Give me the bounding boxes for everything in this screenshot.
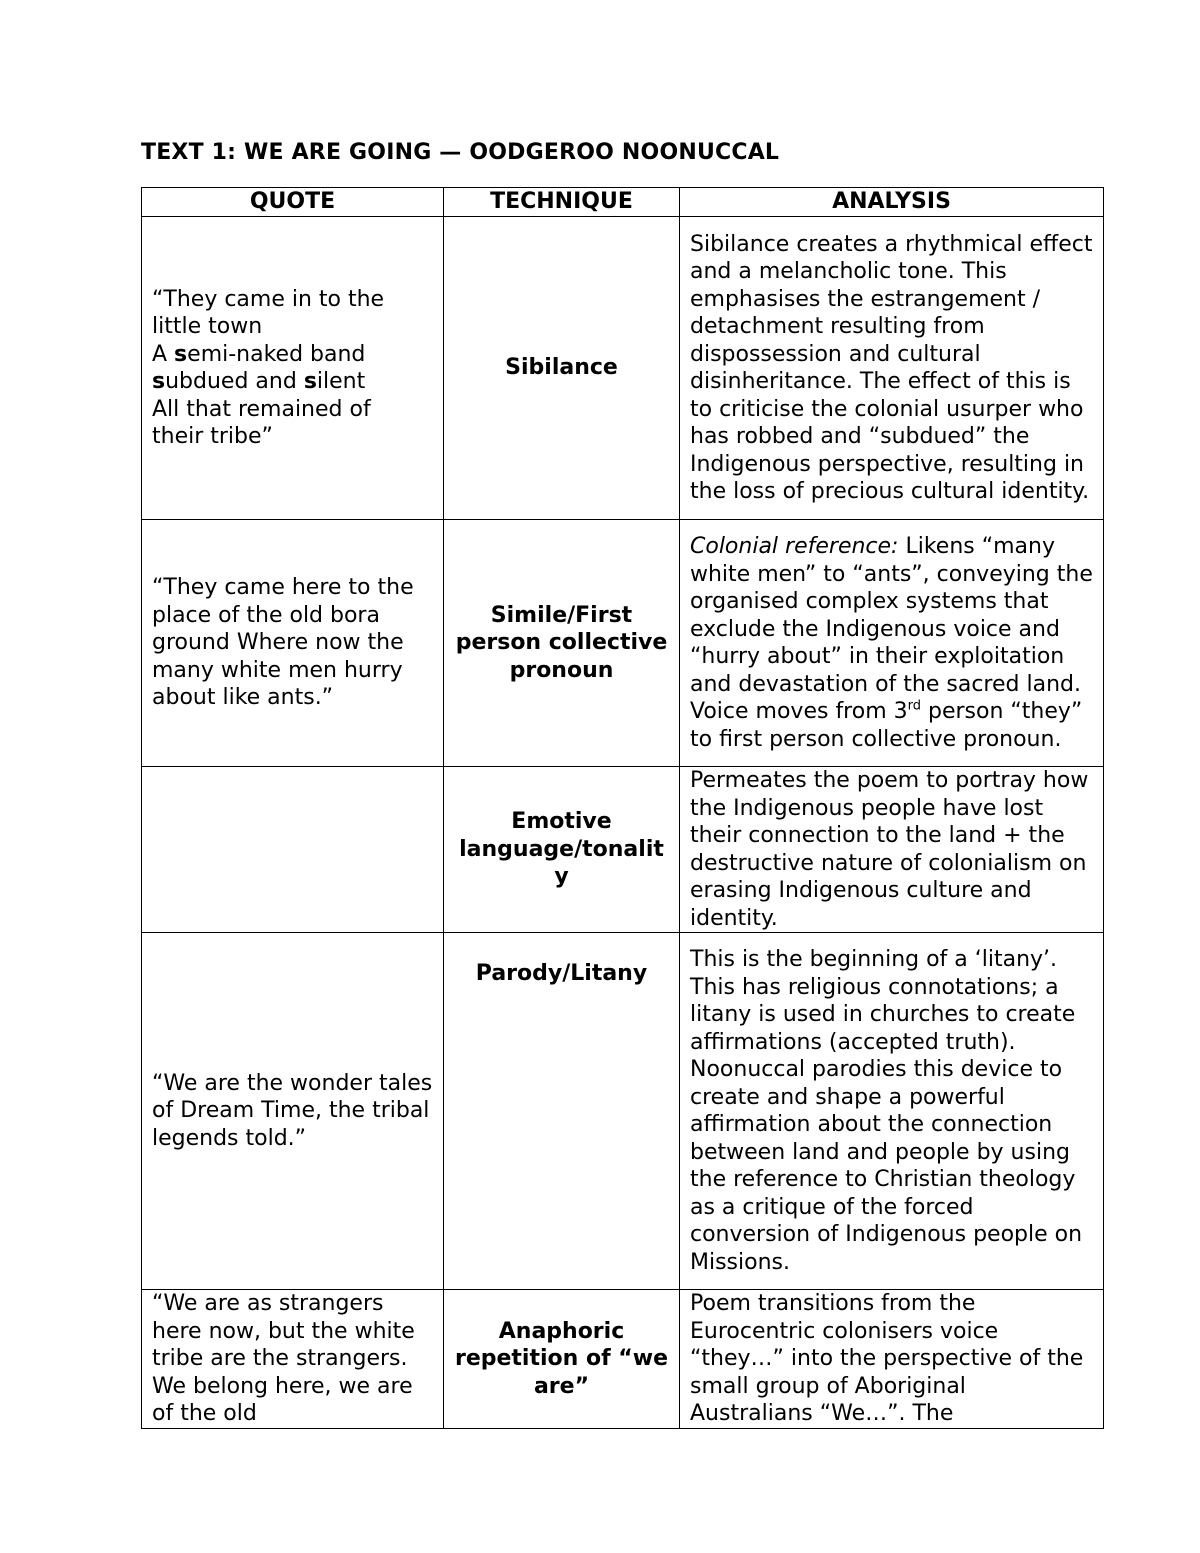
quote-text: emi-naked band xyxy=(187,341,366,367)
quote-text: ilent xyxy=(316,369,366,394)
quote-cell xyxy=(142,217,444,520)
sibilant-letter: s xyxy=(174,341,188,367)
header-quote: QUOTE xyxy=(142,188,444,217)
table-row xyxy=(142,1290,1104,1429)
quote-cell: “We are the wonder tales of Dream Time, the tribal legends told.” xyxy=(142,933,444,1290)
table-row xyxy=(142,767,1104,933)
analysis-cell xyxy=(680,520,1104,767)
quote-cell: “They came here to the place of the old bora ground Where now the many white men hurry about like ants.” xyxy=(142,520,444,767)
quote-line xyxy=(152,341,433,369)
analysis-cell: Permeates the poem to portray how the Indigenous people have lost their connection to the land + the destructive nature of colonialism on erasing Indigenous culture and identity. xyxy=(680,767,1104,933)
quote-cell: “We are as strangers here now, but the white tribe are the strangers. We belong here, we are of the old xyxy=(142,1290,444,1429)
quote-line xyxy=(152,368,433,396)
header-technique: TECHNIQUE xyxy=(444,188,680,217)
table-row xyxy=(142,217,1104,520)
technique-cell: Anaphoric repetition of “we are” xyxy=(444,1290,680,1429)
analysis-label: Colonial reference: xyxy=(690,534,899,559)
header-analysis: ANALYSIS xyxy=(680,188,1104,217)
table-row xyxy=(142,520,1104,767)
quote-cell xyxy=(142,767,444,933)
analysis-cell: This is the beginning of a ‘litany’. This has religious connotations; a litany is used in churches to create affirmations (accepted truth). Noonuccal parodies this device to create and shape a powerful affirmation about the connection between land and people by using the reference to Christian theology as a critique of the forced conversion of Indigenous people on Missions. xyxy=(680,933,1104,1290)
analysis-text: person “they” to first person collective pronoun. xyxy=(690,699,1083,752)
technique-cell: Parody/Litany xyxy=(444,933,680,1290)
quote-line: All that remained of xyxy=(152,396,371,422)
technique-cell: Sibilance xyxy=(444,217,680,520)
sibilant-letter: s xyxy=(152,369,166,394)
analysis-text: Likens “many white men” to “ants”, conveying the organised complex systems that exclude the Indigenous voice and “hurry about” in their exploitation and devastation of the sacred land. Voice moves from 3 xyxy=(690,534,1093,724)
analysis-table xyxy=(141,187,1104,1429)
sibilant-letter: s xyxy=(303,369,317,394)
analysis-cell: Poem transitions from the Eurocentric colonisers voice “they…” into the perspective of the small group of Aboriginal Australians “We…”. The xyxy=(680,1290,1104,1429)
technique-cell: Emotive language/tonality xyxy=(444,767,680,933)
quote-line: their tribe” xyxy=(152,424,273,449)
document-title: TEXT 1: WE ARE GOING — OODGEROO NOONUCCAL xyxy=(141,140,780,165)
analysis-cell: Sibilance creates a rhythmical effect and a melancholic tone. This emphasises the estrangement / detachment resulting from dispossession and cultural disinheritance. The effect of this is to criticise the colonial usurper who has robbed and “subdued” the Indigenous perspective, resulting in the loss of precious cultural identity. xyxy=(680,217,1104,520)
quote-text: ubdued and xyxy=(165,369,304,394)
quote-text: A xyxy=(152,341,175,367)
quote-line: little town xyxy=(152,314,263,339)
technique-cell: Simile/First person collective pronoun xyxy=(444,520,680,767)
quote-line: “They came in to the xyxy=(152,286,385,312)
table-header-row xyxy=(142,188,1104,217)
table-row xyxy=(142,933,1104,1290)
ordinal-suffix: rd xyxy=(907,698,922,714)
